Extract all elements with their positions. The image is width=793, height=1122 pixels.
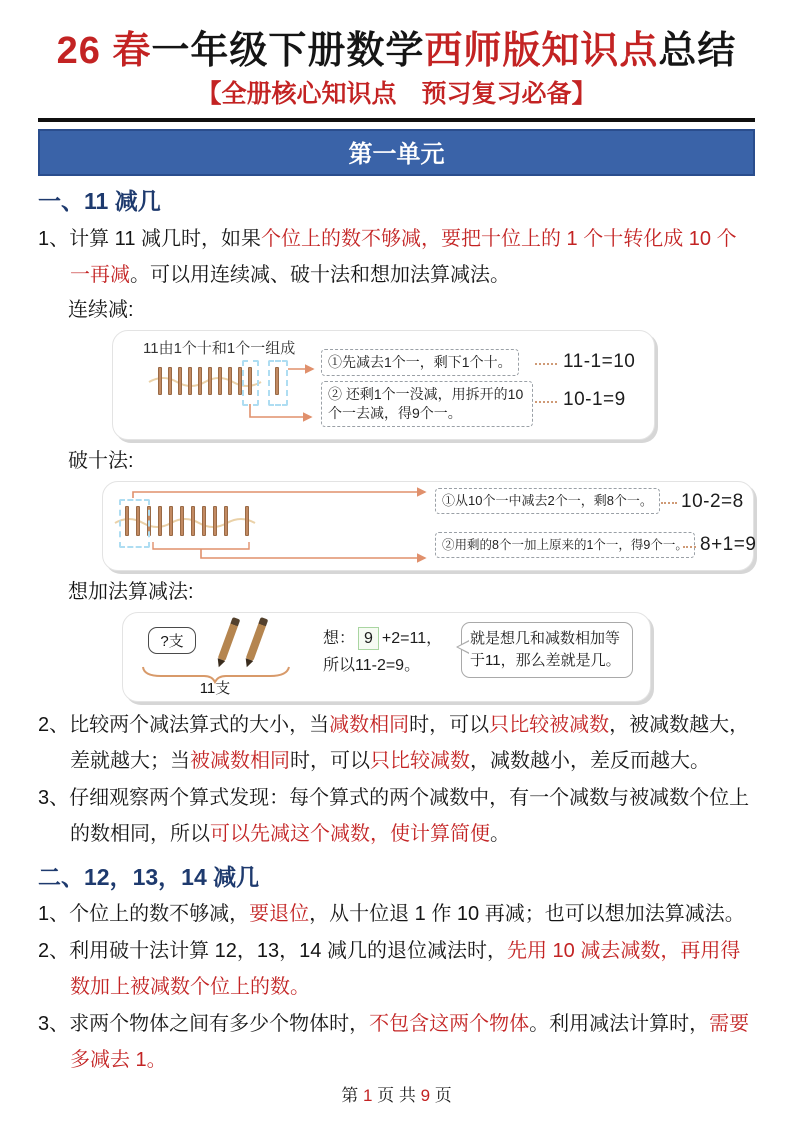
leader-dots — [683, 546, 696, 548]
stick-single-one — [245, 506, 249, 536]
page-footer: 第 1 页 共 9 页 — [341, 1086, 452, 1105]
knowledge-point-2-2: 2、利用破十法计算 12，13，14 减几的退位减法时，先用 10 减去减数，再用得数加上被减数个位上的数。 — [38, 940, 741, 999]
equation-result-1: 10-2=8 — [681, 490, 744, 512]
step-1-note: ①从10个一中减去2个一，剩8个一。 — [435, 488, 660, 514]
highlight-single-stick — [268, 360, 288, 406]
knowledge-point-2-1: 1、个位上的数不够减，要退位，从十位退 1 作 10 再减；也可以想加法算减法。 — [38, 903, 745, 926]
leader-dots — [661, 502, 677, 504]
think-text — [323, 625, 442, 679]
section-2-heading: 二、12，13，14 减几 — [38, 863, 260, 890]
knowledge-point-1-2: 2、比较两个减法算式的大小，当减数相同时，可以只比较被减数，被减数越大，差就越大；当被减数相同时，可以只比较减数，减数越小，差反而越大。 — [38, 713, 750, 772]
method-label-lianxujian: 连续减: — [68, 298, 134, 321]
knowledge-point-1-1: 1、计算 11 减几时，如果个位上的数不够减，要把十位上的 1 个十转化成 10 个一再减。可以用连续减、破十法和想加法算减法。 — [38, 227, 737, 286]
bubble-line-1: 就是想几和减数相加等 — [470, 629, 621, 647]
method-label-poshifa: 破十法: — [68, 449, 134, 472]
step-1-note: ①先减去1个一，剩下1个十。 — [321, 349, 519, 376]
knowledge-point-1-3: 3、仔细观察两个算式发现：每个算式的两个减数中，有一个减数与被减数个位上的数相同，所以可以先减这个减数，使计算简便。 — [38, 786, 750, 845]
section-1-heading: 一、11 减几 — [38, 187, 161, 214]
question-count-box: ?支 — [148, 627, 196, 654]
knowledge-point-2-3: 3、求两个物体之间有多少个物体时，不包含这两个物体。利用减法计算时，需要多减去 1。 — [38, 1013, 750, 1072]
bubble-line-2: 于11，那么差就是几。 — [470, 651, 621, 669]
equation-result-1: 11-1=10 — [563, 350, 636, 372]
pencil-icon — [218, 617, 241, 661]
leader-dots — [535, 401, 557, 403]
illustration-poshifa — [102, 481, 757, 571]
highlight-two-sticks — [119, 499, 150, 548]
speech-bubble — [461, 622, 633, 678]
step-2-note: ② 还剩1个一没减，用拆开的10个一去减，得9个一。 — [321, 381, 533, 427]
illustration-lianxujian — [112, 330, 655, 440]
think-line-1: 想： 9 +2=11， — [323, 625, 442, 652]
leader-dots — [535, 363, 557, 365]
unit-banner: 第一单元 — [38, 129, 755, 176]
equation-result-2: 8+1=9 — [700, 533, 757, 555]
think-line-2: 所以11-2=9。 — [323, 656, 421, 674]
step-2-note: ②用剩的8个一加上原来的1个一，得9个一。 — [435, 532, 695, 558]
sticks-group-of-ten — [158, 367, 252, 395]
equation-result-2: 10-1=9 — [563, 388, 626, 410]
answer-number-box: 9 — [358, 627, 379, 650]
divider-line — [38, 118, 755, 122]
highlight-last-stick — [242, 360, 259, 406]
sticks-caption: 11由1个十和1个一组成 — [143, 339, 296, 357]
page-subtitle: 【全册核心知识点 预习复习必备】 — [196, 80, 597, 109]
page-title: 26 春一年级下册数学西师版知识点总结 — [56, 30, 737, 72]
total-count-label: 11支 — [199, 679, 231, 697]
illustration-xiangjiafa — [122, 612, 651, 702]
pencil-icon — [246, 617, 269, 661]
method-label-xiangjiafa: 想加法算减法: — [68, 580, 194, 603]
